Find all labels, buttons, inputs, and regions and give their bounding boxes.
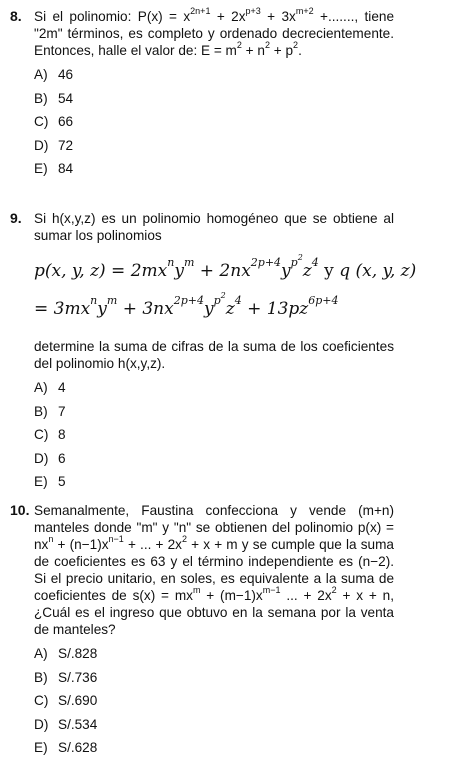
option-value: 72 bbox=[58, 137, 74, 153]
superscript: 2 bbox=[331, 585, 337, 596]
option-b[interactable] bbox=[34, 87, 394, 111]
option-letter: C) bbox=[34, 693, 49, 708]
superscript: m−1 bbox=[262, 585, 281, 596]
option-letter: B) bbox=[34, 403, 48, 419]
superscript: 2 bbox=[181, 534, 187, 545]
option-letter: D) bbox=[34, 450, 49, 466]
option-e[interactable] bbox=[34, 157, 394, 181]
option-c[interactable] bbox=[34, 689, 394, 713]
text-run: + (m−1)x bbox=[200, 588, 263, 603]
option-c[interactable] bbox=[34, 423, 394, 447]
option-e[interactable] bbox=[34, 736, 394, 760]
text-run: Semanalmente, Faustina confecciona y vende (m+n) manteles donde "m" y "n" se obtienen del polinomio p(x) = nx bbox=[34, 503, 394, 552]
option-value: 4 bbox=[58, 380, 66, 395]
option-e[interactable] bbox=[34, 470, 394, 494]
text-run: + p bbox=[269, 43, 294, 58]
text-run: Si el polinomio: P(x) = x bbox=[34, 9, 191, 24]
option-d[interactable] bbox=[34, 713, 394, 737]
text-run: + n bbox=[241, 43, 265, 58]
superscript: n bbox=[48, 534, 54, 545]
question-text-2: determine la suma de cifras de la suma de los coeficientes del polinomio h(x,y,z). bbox=[34, 339, 394, 371]
option-value: S/.628 bbox=[58, 740, 98, 755]
option-letter: B) bbox=[34, 669, 48, 685]
option-value: S/.828 bbox=[58, 646, 98, 661]
text-run: + (n−1)x bbox=[53, 537, 109, 552]
option-letter: E) bbox=[34, 161, 48, 176]
text-run: + 2x bbox=[210, 9, 246, 24]
options-list bbox=[34, 63, 394, 181]
option-letter: C) bbox=[34, 114, 49, 129]
option-value: 8 bbox=[58, 427, 66, 442]
text-run: +......., tiene "2m" términos, es completo y ordenado decrecientemente. Entonces, halle el valor de: E = m bbox=[34, 9, 395, 58]
question-text bbox=[34, 8, 394, 59]
option-d[interactable] bbox=[34, 447, 394, 471]
option-c[interactable] bbox=[34, 110, 394, 134]
option-value: 66 bbox=[58, 114, 74, 129]
equation-line-1: p(x, y, $z) = 2mx^ny^m + 2nx^{2p+4}y^{p^2}z^4$ y q (x, y, z) bbox=[34, 252, 417, 281]
option-letter: C) bbox=[34, 427, 49, 442]
text-run: + 3x bbox=[260, 9, 296, 24]
option-value: S/.534 bbox=[58, 716, 98, 732]
text-run: . bbox=[298, 43, 302, 58]
equation-line-2: = $3mx^ny^m + 3nx^{2p+4}y^{p^2}z^4 + 13pz^{6p+4}$ bbox=[34, 290, 339, 319]
option-letter: D) bbox=[34, 137, 49, 153]
options-list bbox=[34, 642, 394, 760]
option-value: S/.690 bbox=[58, 693, 98, 708]
option-a[interactable] bbox=[34, 642, 394, 666]
option-letter: A) bbox=[34, 380, 48, 395]
text-run: + x + n, ¿Cuál es el ingreso que obtuvo en la semana por la venta de manteles? bbox=[34, 588, 394, 637]
superscript: m bbox=[192, 585, 201, 596]
option-a[interactable] bbox=[34, 376, 394, 400]
superscript: p+3 bbox=[245, 6, 261, 17]
question-number: 8. bbox=[10, 8, 22, 24]
option-b[interactable] bbox=[34, 400, 394, 424]
option-letter: B) bbox=[34, 90, 48, 106]
option-value: 6 bbox=[58, 450, 66, 466]
superscript: m+2 bbox=[295, 6, 314, 17]
question-number: 9. bbox=[10, 210, 22, 226]
question-text: Si h(x,y,z) es un polinomio homogéneo que se obtiene al sumar los polinomios bbox=[34, 211, 394, 243]
text-run: + x + m y se cumple que la suma de coeficientes es 63 y el término independiente es (n−2). Si el precio unitario, en soles, es equivalente a la suma de coeficientes de s(x) = mx bbox=[34, 537, 394, 603]
option-letter: A) bbox=[34, 67, 48, 82]
option-letter: E) bbox=[34, 474, 48, 489]
superscript: 2 bbox=[293, 40, 299, 51]
option-value: 54 bbox=[58, 90, 74, 106]
option-d[interactable] bbox=[34, 134, 394, 158]
option-a[interactable] bbox=[34, 63, 394, 87]
question-text bbox=[34, 502, 394, 638]
option-value: 7 bbox=[58, 403, 66, 419]
option-value: 84 bbox=[58, 161, 74, 176]
superscript: 2n+1 bbox=[190, 6, 211, 17]
text-run: ... + 2x bbox=[280, 588, 332, 603]
superscript: 2 bbox=[264, 40, 270, 51]
options-list bbox=[34, 376, 394, 494]
superscript: n−1 bbox=[108, 534, 124, 545]
option-value: 46 bbox=[58, 67, 74, 82]
option-b[interactable] bbox=[34, 666, 394, 690]
superscript: 2 bbox=[236, 40, 242, 51]
question-number: 10. bbox=[10, 502, 30, 518]
text-run: + ... + 2x bbox=[123, 537, 182, 552]
option-value: 5 bbox=[58, 474, 66, 489]
option-letter: A) bbox=[34, 646, 48, 661]
option-letter: E) bbox=[34, 740, 48, 755]
option-letter: D) bbox=[34, 716, 49, 732]
option-value: S/.736 bbox=[58, 669, 98, 685]
